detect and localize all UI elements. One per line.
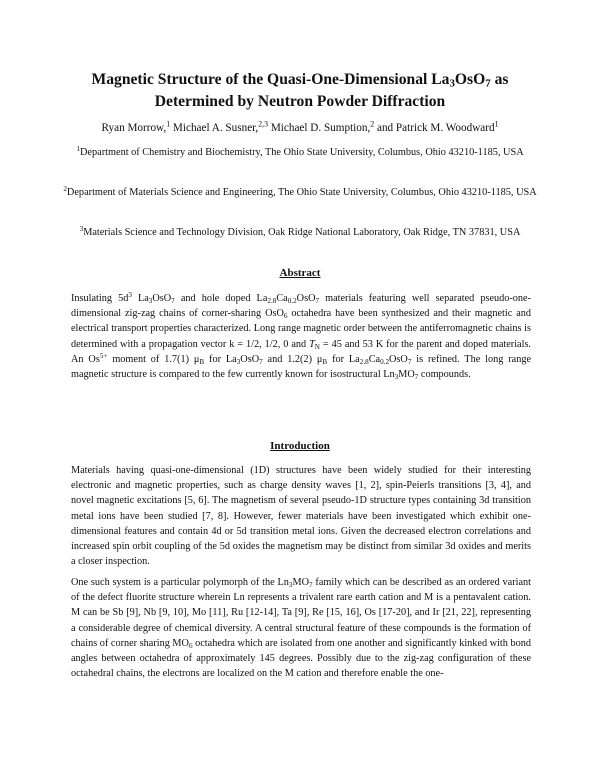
author-name: Michael A. Susner, bbox=[170, 122, 259, 134]
abstract-paragraph: Insulating $5d^3$ $La_3OsO_7$ and hole doped $La_{2.8}Ca_{0.2}OsO_7$ materials featuring well separated pseudo-one-dimensional zig-zag chains of corner-sharing OsO$_6$ octahedra have been synthesized and their magnetic and electrical transport properties characterized. Long range magnetic order between the antiferromagnetic chains is determined with a propagation vector k = 1/2, 1/2, 0 and $T_N = 45$ and 53 K for the parent and doped materials. An $Os^{5+}$ moment of 1.7(1) $\mu_B$ for $La_3OsO_7$ and 1.2(2) $\mu_B$ for $La_{2.8}Ca_{0.2}OsO_7$ is refined. The long range magnetic structure is compared to the few currently known for isostructural $Ln_3MO_7$ compounds. bbox=[71, 291, 532, 381]
title-subscript: 7 bbox=[485, 77, 491, 90]
title-text: as bbox=[490, 71, 509, 88]
author-affil-mark: 1 bbox=[166, 119, 171, 129]
affiliation-1 bbox=[55, 143, 545, 163]
author-name: Michael D. Sumption, bbox=[268, 122, 371, 134]
affiliation-text: Department of Materials Science and Engineering, The Ohio State University, Columbus, Ohio 43210-1185, USA bbox=[66, 187, 537, 198]
author-affil-mark: 2 bbox=[370, 119, 375, 129]
title-subscript: 3 bbox=[449, 77, 455, 90]
title-line-2: Determined by Neutron Powder Diffraction bbox=[154, 93, 446, 110]
affiliation-mark: 2 bbox=[63, 185, 67, 194]
author-affil-mark: 2,3 bbox=[258, 119, 269, 129]
paper-title bbox=[60, 69, 540, 113]
intro-paragraph-1: Materials having quasi-one-dimensional (1D) structures have been widely studied for their interesting electronic and magnetic properties, such as charge density waves [1, 2], spin-Peierls transitions [3, 4], and novel magnetic excitations [5, 6]. The magnetism of several pseudo-1D structure types containing 3d transition metal ions have been studied [7, 8]. However, fewer materials have been investigated which exhibit one-dimensional features and contain 4d or 5d transition metal ions. Given the decreased electron correlations and increased spin orbit coupling of the 5d oxides the magnetism may be distinct from similar 3d oxides and merits a closer inspection. bbox=[71, 465, 531, 568]
affiliation-mark: 1 bbox=[76, 145, 80, 154]
affiliation-mark: 3 bbox=[79, 225, 84, 234]
introduction-heading: Introduction bbox=[270, 440, 330, 452]
affiliation-3 bbox=[55, 223, 545, 243]
affiliation-text: Department of Chemistry and Biochemistry, The Ohio State University, Columbus, Ohio 43210-1185, USA bbox=[79, 147, 524, 158]
author-name: and Patrick M. Woodward bbox=[374, 122, 495, 134]
intro-paragraph-2: One such system is a particular polymorph of the $Ln_3MO_7$ family which can be described as an ordered variant of the defect fluorite structure wherein Ln represents a trivalent rare earth cation and M is a pentavalent cation. M can be Sb [9], Nb [9, 10], Mo [11], Ru [12-14], Ta [9], Re [15, 16], Os [17-20], and Ir [21, 22], representing a considerable degree of chemical diversity. A central structural feature of these compounds is the formation of chains of corner sharing $MO_6$ octahedra which are isolated from one another and significantly kinked with bond angles between octahedra of approximately 145 degrees. Possibly due to the zig-zag configuration of these octahedral chains, the electrons are localized on the M cation and therefore enable the one- bbox=[71, 577, 531, 680]
author-list bbox=[30, 121, 570, 135]
affiliation-text: Materials Science and Technology Division, Oak Ridge National Laboratory, Oak Ridge, TN 37831, USA bbox=[83, 227, 521, 238]
title-text: Magnetic Structure of the Quasi-One-Dimensional La bbox=[91, 71, 450, 88]
affiliation-2 bbox=[55, 183, 545, 203]
abstract-heading: Abstract bbox=[279, 267, 321, 279]
author-affil-mark: 1 bbox=[494, 119, 499, 129]
title-text: OsO bbox=[454, 71, 486, 88]
author-name: Ryan Morrow, bbox=[101, 122, 167, 134]
